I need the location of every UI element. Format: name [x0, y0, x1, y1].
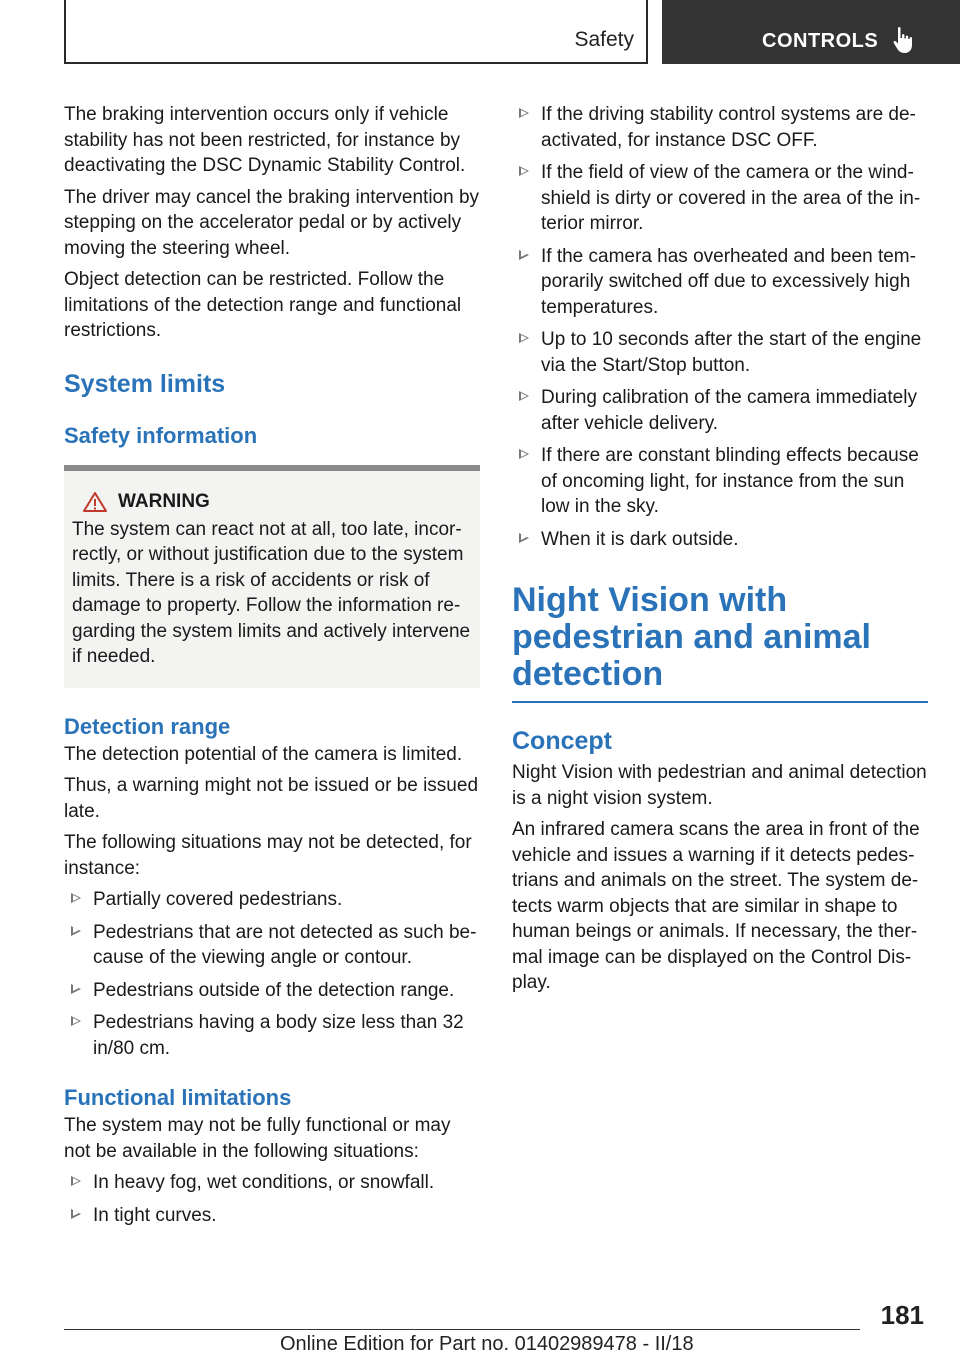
list-item: If the field of view of the camera or the windshield is dirty or covered in the area of the interior mirror.	[512, 160, 928, 237]
triangle-bullet-icon	[519, 391, 529, 401]
header-section-title: Safety	[574, 28, 634, 51]
limitations-list-continued	[512, 102, 928, 552]
list-item: Pedestrians having a body size less than 32 in/80 cm.	[64, 1010, 480, 1061]
edition-note: Online Edition for Part no. 01402989478 - II/18	[280, 1333, 694, 1355]
list-item: Pedestrians that are not detected as such because of the viewing angle or contour.	[64, 920, 480, 971]
header-chapter-tab	[662, 0, 960, 64]
page-number: 181	[880, 1300, 924, 1330]
footer-divider	[64, 1329, 860, 1330]
heading-concept: Concept	[512, 727, 612, 755]
warning-triangle-icon	[82, 491, 108, 513]
list-item: Partially covered pedestrians.	[64, 887, 480, 913]
triangle-bullet-icon	[71, 1209, 81, 1219]
triangle-bullet-icon	[519, 108, 529, 118]
triangle-bullet-icon	[519, 449, 529, 459]
list-item: Up to 10 seconds after the start of the engine via the Start/Stop button.	[512, 327, 928, 378]
heading-functional-limitations: Functional limitations	[64, 1085, 292, 1110]
functional-limitations-list	[64, 1170, 480, 1228]
triangle-bullet-icon	[519, 166, 529, 176]
right-column	[512, 102, 928, 1002]
paragraph: An infrared camera scans the area in front of the vehicle and issues a warning if it detects pedestrians and animals on the street. The system detects warm objects that are similar in shape to human beings or animals. If necessary, the thermal image can be displayed on the Control Display.	[512, 819, 920, 993]
triangle-bullet-icon	[71, 1016, 81, 1026]
paragraph: The detection potential of the camera is limited.	[64, 743, 463, 765]
paragraph: Night Vision with pedestrian and animal detection is a night vision system.	[512, 762, 927, 809]
paragraph: The driver may cancel the braking intervention by stepping on the accelerator pedal or by actively moving the steering wheel.	[64, 186, 480, 259]
triangle-bullet-icon	[519, 250, 529, 260]
paragraph: Object detection can be restricted. Follow the limitations of the detection range and functional restrictions.	[64, 269, 462, 341]
triangle-bullet-icon	[519, 333, 529, 343]
left-column	[64, 102, 480, 1236]
triangle-bullet-icon	[519, 533, 529, 543]
warning-text: The system can react not at all, too late, incorrectly, or without justification due to the system limits. There is a risk of accidents or risk of damage to property. Follow the information regarding the system limits and actively intervene if needed.	[72, 518, 471, 667]
triangle-bullet-icon	[71, 926, 81, 936]
header-chapter-title: CONTROLS	[762, 30, 879, 52]
list-item: In heavy fog, wet conditions, or snowfall.	[64, 1170, 480, 1196]
paragraph: The following situations may not be detected, for instance:	[64, 832, 472, 879]
header-section-box	[64, 0, 648, 64]
paragraph: The braking intervention occurs only if vehicle stability has not been restricted, for instance by deactivating the DSC Dynamic Stability Control.	[64, 104, 466, 176]
list-item: If the camera has overheated and been temporarily switched off due to excessively high temperatures.	[512, 244, 928, 321]
list-item: In tight curves.	[64, 1203, 480, 1229]
heading-system-limits: System limits	[64, 369, 226, 398]
triangle-bullet-icon	[71, 893, 81, 903]
list-item: If the driving stability control systems are deactivated, for instance DSC OFF.	[512, 102, 928, 153]
list-item: Pedestrians outside of the detection range.	[64, 978, 480, 1004]
warning-title: WARNING	[118, 490, 210, 512]
paragraph: The system may not be fully functional or may not be available in the following situations:	[64, 1115, 451, 1162]
list-item: If there are constant blinding effects because of oncoming light, for instance from the sun low in the sky.	[512, 443, 928, 520]
list-item: During calibration of the camera immediately after vehicle delivery.	[512, 385, 928, 436]
warning-box	[64, 465, 480, 688]
detection-range-list	[64, 887, 480, 1061]
night-vision-heading-block	[512, 582, 928, 703]
triangle-bullet-icon	[71, 1176, 81, 1186]
heading-night-vision: Night Vision with pedestrian and animal detection	[512, 581, 871, 693]
warning-header	[82, 491, 472, 513]
paragraph: Thus, a warning might not be issued or be issued late.	[64, 775, 479, 822]
list-item: When it is dark outside.	[512, 527, 928, 553]
pointing-hand-icon	[892, 26, 918, 54]
heading-detection-range: Detection range	[64, 713, 231, 739]
heading-safety-information: Safety information	[64, 422, 258, 448]
triangle-bullet-icon	[71, 984, 81, 994]
